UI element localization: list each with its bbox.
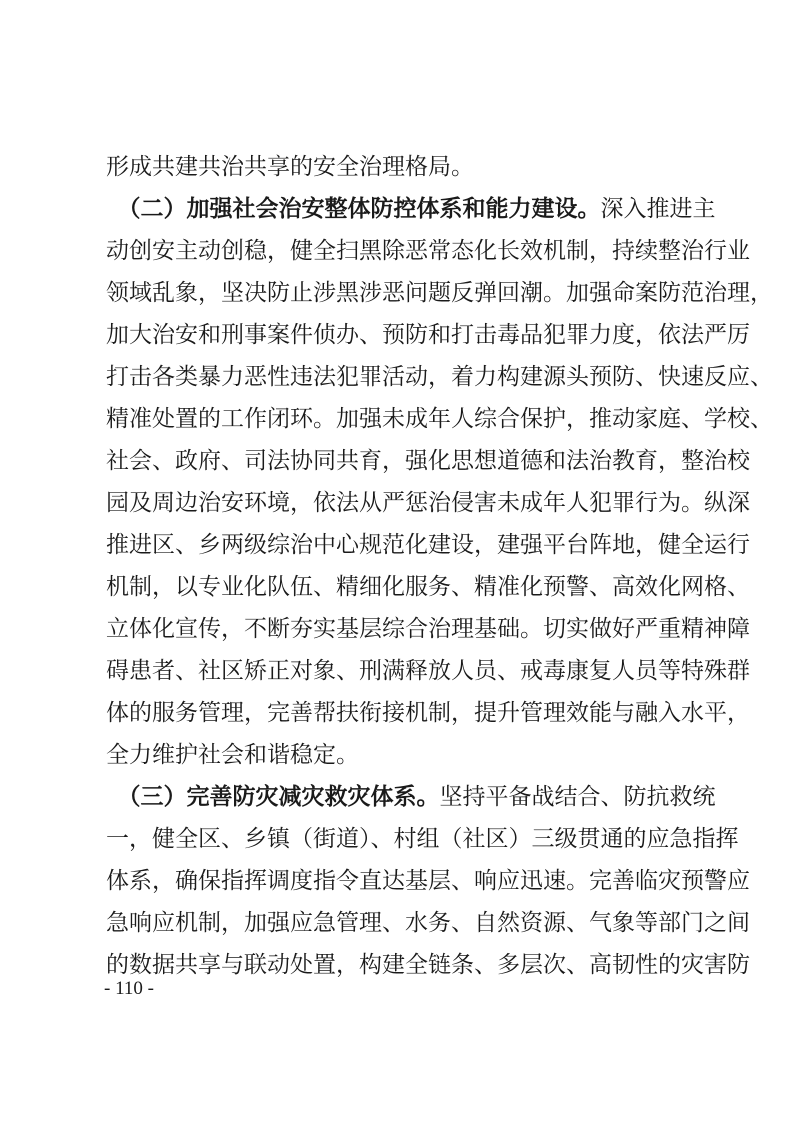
- line-text: 碍患者、社区矫正对象、刑满释放人员、戒毒康复人员等特殊群: [106, 658, 750, 684]
- line-text: 一，健全区、乡镇（街道）、村组（社区）三级贯通的应急指挥: [106, 826, 739, 852]
- text-line: [106, 440, 750, 482]
- line-text: 体系，确保指挥调度指令直达基层、响应迅速。完善临灾预警应: [106, 868, 750, 894]
- line-text: 深入推进主: [600, 196, 716, 222]
- section-heading: （三）完善防灾减灾救灾体系。: [106, 783, 440, 810]
- line-text: 精准处置的工作闭环。加强未成年人综合保护，推动家庭、学校、: [106, 406, 773, 432]
- text-line: [106, 902, 750, 944]
- text-line: [106, 356, 773, 398]
- line-text: 的数据共享与联动处置，构建全链条、多层次、高韧性的灾害防: [106, 952, 750, 978]
- text-line: [106, 146, 696, 188]
- line-text: 急响应机制，加强应急管理、水务、自然资源、气象等部门之间: [106, 910, 750, 936]
- text-line: [106, 944, 750, 986]
- line-text: 推进区、乡两级综治中心规范化建设，建强平台阵地，健全运行: [106, 532, 750, 558]
- document-body: [106, 146, 773, 986]
- line-text: 加大治安和刑事案件侦办、预防和打击毒品犯罪力度，依法严厉: [106, 322, 750, 348]
- line-text: 形成共建共治共享的安全治理格局。: [106, 154, 474, 180]
- line-text: 园及周边治安环境，依法从严惩治侵害未成年人犯罪行为。纵深: [106, 490, 750, 516]
- text-line: [106, 734, 696, 776]
- text-line: [106, 398, 773, 440]
- line-text: 打击各类暴力恶性违法犯罪活动，着力构建源头预防、快速反应、: [106, 364, 773, 390]
- text-line: [106, 272, 773, 314]
- line-text: 社会、政府、司法协同共育，强化思想道德和法治教育，整治校: [106, 448, 750, 474]
- text-line: [106, 314, 750, 356]
- section-heading: （二）加强社会治安整体防控体系和能力建设。: [106, 195, 601, 222]
- text-line: [106, 482, 750, 524]
- text-line: [106, 566, 750, 608]
- page-number: - 110 -: [104, 978, 154, 999]
- text-line: [106, 818, 739, 860]
- section-heading-line: [106, 776, 716, 818]
- line-text: 坚持平备战结合、防抗救统: [439, 784, 716, 810]
- text-line: [106, 650, 750, 692]
- text-line: [106, 692, 750, 734]
- line-text: 领域乱象，坚决防止涉黑涉恶问题反弹回潮。加强命案防范治理，: [106, 280, 773, 306]
- text-line: [106, 230, 750, 272]
- line-text: 全力维护社会和谐稳定。: [106, 742, 359, 768]
- line-text: 立体化宣传，不断夯实基层综合治理基础。切实做好严重精神障: [106, 616, 750, 642]
- line-text: 动创安主动创稳，健全扫黑除恶常态化长效机制，持续整治行业: [106, 238, 750, 264]
- text-line: [106, 608, 750, 650]
- line-text: 体的服务管理，完善帮扶衔接机制，提升管理效能与融入水平，: [106, 700, 750, 726]
- section-heading-line: [106, 188, 716, 230]
- line-text: 机制，以专业化队伍、精细化服务、精准化预警、高效化网格、: [106, 574, 750, 600]
- text-line: [106, 524, 750, 566]
- text-line: [106, 860, 750, 902]
